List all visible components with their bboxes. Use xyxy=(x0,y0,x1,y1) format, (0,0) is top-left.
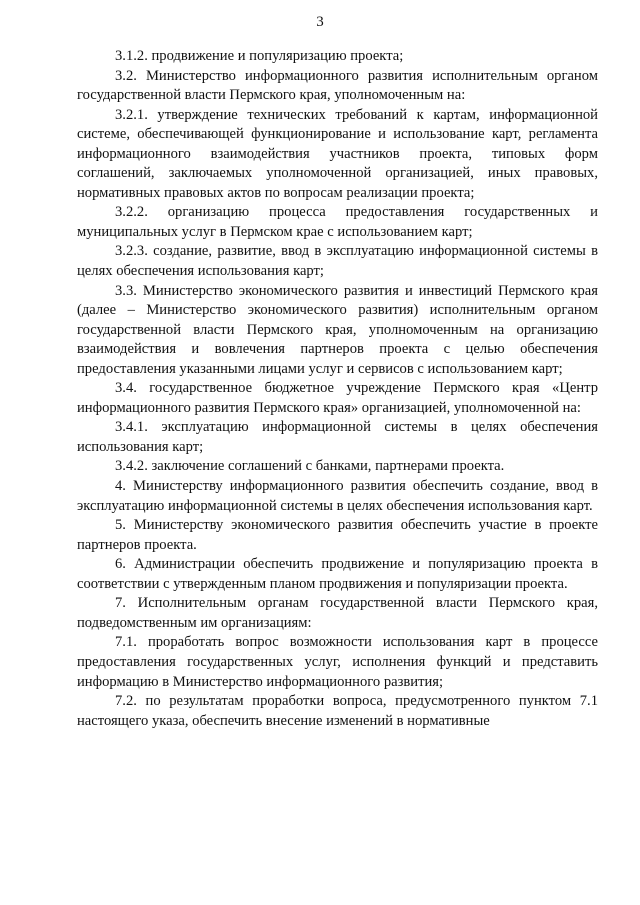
paragraph-7-1: 7.1. проработать вопрос возможности использования карт в процессе предоставления государственных услуг, исполнения функций и представить информацию в Министерство информационного развития; xyxy=(77,634,598,690)
paragraph-7-2: 7.2. по результатам проработки вопроса, предусмотренного пунктом 7.1 настоящего указа, обеспечить внесение изменений в нормативные xyxy=(77,693,598,729)
paragraph-5: 5. Министерству экономического развития обеспечить участие в проекте партнеров проекта. xyxy=(77,517,598,553)
paragraph-3-2-1: 3.2.1. утверждение технических требований к картам, информационной системе, обеспечивающей функционирование и использование карт, регламента информационного взаимодействия участников проекта, типовых форм соглашений, заключаемых уполномоченной организацией, иных правовых, нормативных правовых актов по вопросам реализации проекта; xyxy=(77,106,598,201)
paragraph-4: 4. Министерству информационного развития обеспечить создание, ввод в эксплуатацию информационной системы в целях обеспечения использования карт. xyxy=(77,478,598,514)
page-number: 3 xyxy=(316,14,324,30)
paragraph-3-4-2: 3.4.2. заключение соглашений с банками, партнерами проекта. xyxy=(115,458,505,475)
paragraph-3-1-2: 3.1.2. продвижение и популяризацию проекта; xyxy=(115,48,404,64)
paragraph-3-2-3: 3.2.3. создание, развитие, ввод в эксплуатацию информационной системы в целях обеспечения использования карт; xyxy=(77,243,598,280)
paragraph-3-4-1: 3.4.1. эксплуатацию информационной системы в целях обеспечения использования карт; xyxy=(77,419,598,455)
paragraph-3-3: 3.3. Министерство экономического развития и инвестиций Пермского края (далее – Министерство экономического развития) исполнительным органом государственной власти Пермского края, уполномоченным на организацию взаимодействия и вовлечения партнеров проекта с целью обеспечения предоставления указанными лицами услуг и сервисов с использованием карт; xyxy=(77,282,598,377)
paragraph-3-2-2: 3.2.2. организацию процесса предоставления государственных и муниципальных услуг в Пермском крае с использованием карт; xyxy=(77,204,598,240)
paragraph-6: 6. Администрации обеспечить продвижение и популяризацию проекта в соответствии с утвержденным планом продвижения и популяризации проекта. xyxy=(77,556,598,592)
paragraph-3-2: 3.2. Министерство информационного развития исполнительным органом государственной власти Пермского края, уполномоченным на: xyxy=(77,67,598,104)
paragraph-7: 7. Исполнительным органам государственной власти Пермского края, подведомственным им организациям: xyxy=(77,595,598,631)
document-body xyxy=(77,47,598,731)
paragraph-3-4: 3.4. государственное бюджетное учреждение Пермского края «Центр информационного развития Пермского края» организацией, уполномоченной на: xyxy=(77,380,598,416)
